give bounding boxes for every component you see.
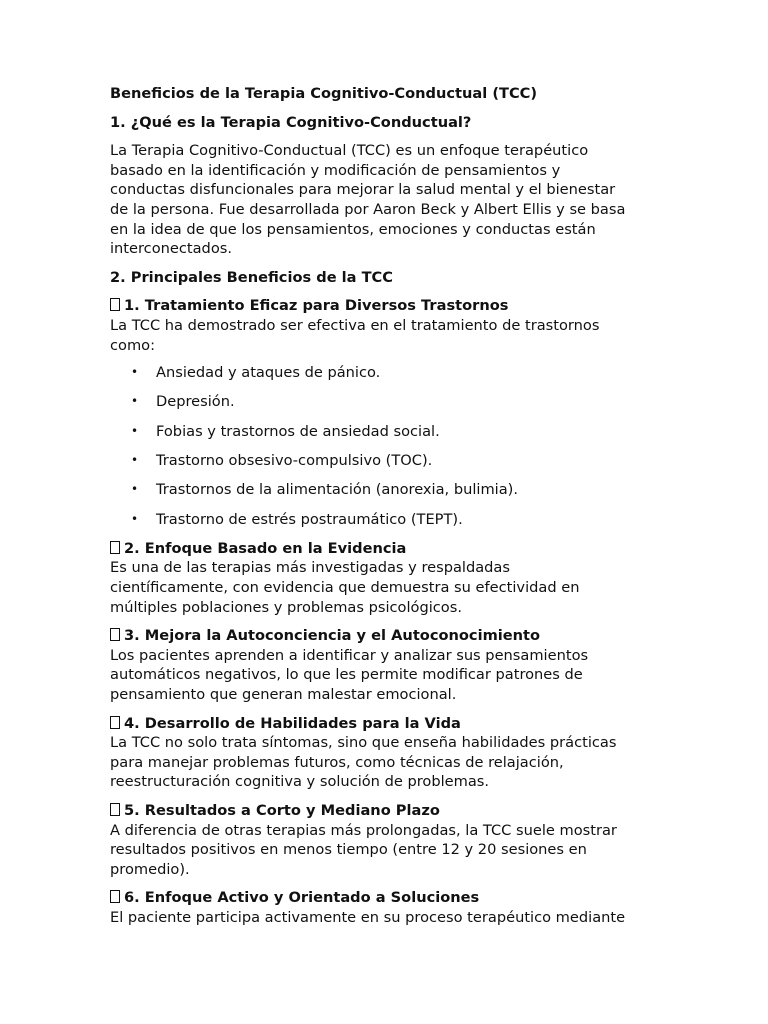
list-item (110, 422, 670, 442)
paragraph-line: La Terapia Cognitivo-Conductual (TCC) es un enfoque terapéutico (110, 142, 589, 160)
benefit-body-line: Los pacientes aprenden a identificar y analizar sus pensamientos (110, 646, 589, 664)
paragraph-line: basado en la identificación y modificación de pensamientos y (110, 161, 561, 179)
bullet-icon: • (131, 482, 139, 497)
benefit-item-1 (110, 296, 670, 355)
benefit-body-line: automáticos negativos, lo que les permite modificar patrones de (110, 666, 583, 684)
benefit-body-line: reestructuración cognitiva y solución de problemas. (110, 773, 490, 791)
paragraph-line: de la persona. Fue desarrollada por Aaron Beck y Albert Ellis y se basa (110, 200, 626, 218)
list-item-text: Trastorno obsesivo-compulsivo (TOC). (156, 451, 433, 469)
benefit-body (110, 733, 670, 792)
list-item-text: Ansiedad y ataques de pánico. (156, 364, 381, 382)
benefit-body-line: pensamiento que generan malestar emocional. (110, 685, 457, 703)
list-item (110, 451, 670, 471)
benefit-item-5 (110, 801, 670, 879)
list-item (110, 392, 670, 412)
list-item-text: Trastorno de estrés postraumático (TEPT). (156, 510, 463, 528)
paragraph-line: en la idea de que los pensamientos, emociones y conductas están (110, 220, 596, 238)
benefit-body-line: resultados positivos en menos tiempo (entre 12 y 20 sesiones en (110, 841, 587, 859)
condition-list (110, 363, 670, 529)
missing-glyph-box-icon (110, 298, 120, 311)
benefit-body (110, 558, 670, 617)
benefit-item-3 (110, 626, 670, 704)
benefit-body-line: La TCC ha demostrado ser efectiva en el tratamiento de trastornos (110, 316, 600, 334)
benefit-heading: 1. Tratamiento Eficaz para Diversos Trastornos (124, 297, 509, 315)
list-item-text: Fobias y trastornos de ansiedad social. (156, 422, 440, 440)
missing-glyph-box-icon (110, 716, 120, 729)
benefit-heading: 6. Enfoque Activo y Orientado a Soluciones (124, 889, 480, 907)
list-item-text: Depresión. (156, 393, 235, 411)
missing-glyph-box-icon (110, 890, 120, 903)
paragraph-line: interconectados. (110, 240, 232, 258)
benefit-item-2 (110, 539, 670, 617)
list-item (110, 480, 670, 500)
benefit-body-line: El paciente participa activamente en su proceso terapéutico mediante (110, 908, 626, 926)
benefit-body (110, 316, 670, 355)
list-item (110, 510, 670, 530)
benefit-heading: 2. Enfoque Basado en la Evidencia (124, 539, 407, 557)
benefit-body (110, 821, 670, 880)
document-title: Beneficios de la Terapia Cognitivo-Conductual (TCC) (110, 85, 538, 102)
paragraph-line: conductas disfuncionales para mejorar la salud mental y el bienestar (110, 181, 616, 199)
benefit-body (110, 646, 670, 705)
benefit-body-line: Es una de las terapias más investigadas y respaldadas (110, 559, 510, 577)
benefit-body-line: La TCC no solo trata síntomas, sino que enseña habilidades prácticas (110, 734, 617, 752)
benefit-item-4 (110, 714, 670, 792)
benefit-item-6 (110, 888, 670, 927)
document-page (110, 84, 670, 937)
benefit-heading: 3. Mejora la Autoconciencia y el Autoconocimiento (124, 627, 541, 645)
bullet-icon: • (131, 511, 139, 526)
list-item (110, 363, 670, 383)
benefit-body-line: científicamente, con evidencia que demuestra su efectividad en (110, 579, 580, 596)
bullet-icon: • (131, 423, 139, 438)
bullet-icon: • (131, 452, 139, 467)
benefit-body-line: promedio). (110, 860, 190, 878)
benefit-body-line: A diferencia de otras terapias más prolongadas, la TCC suele mostrar (110, 821, 617, 839)
section-paragraph-what-is (110, 141, 670, 259)
bullet-icon: • (131, 394, 139, 409)
benefit-heading: 4. Desarrollo de Habilidades para la Vida (124, 714, 461, 732)
benefit-body-line: múltiples poblaciones y problemas psicológicos. (110, 598, 462, 616)
benefit-body-line: para manejar problemas futuros, como técnicas de relajación, (110, 753, 564, 771)
missing-glyph-box-icon (110, 803, 120, 816)
missing-glyph-box-icon (110, 541, 120, 554)
section-heading-benefits: 2. Principales Beneficios de la TCC (110, 268, 393, 286)
benefit-heading: 5. Resultados a Corto y Mediano Plazo (124, 801, 440, 819)
list-item-text: Trastornos de la alimentación (anorexia, bulimia). (156, 481, 518, 499)
bullet-icon: • (131, 365, 139, 380)
benefit-body (110, 908, 670, 928)
section-heading-what-is: 1. ¿Qué es la Terapia Cognitivo-Conductual? (110, 113, 472, 131)
benefit-body-line: como: (110, 336, 156, 354)
missing-glyph-box-icon (110, 628, 120, 641)
